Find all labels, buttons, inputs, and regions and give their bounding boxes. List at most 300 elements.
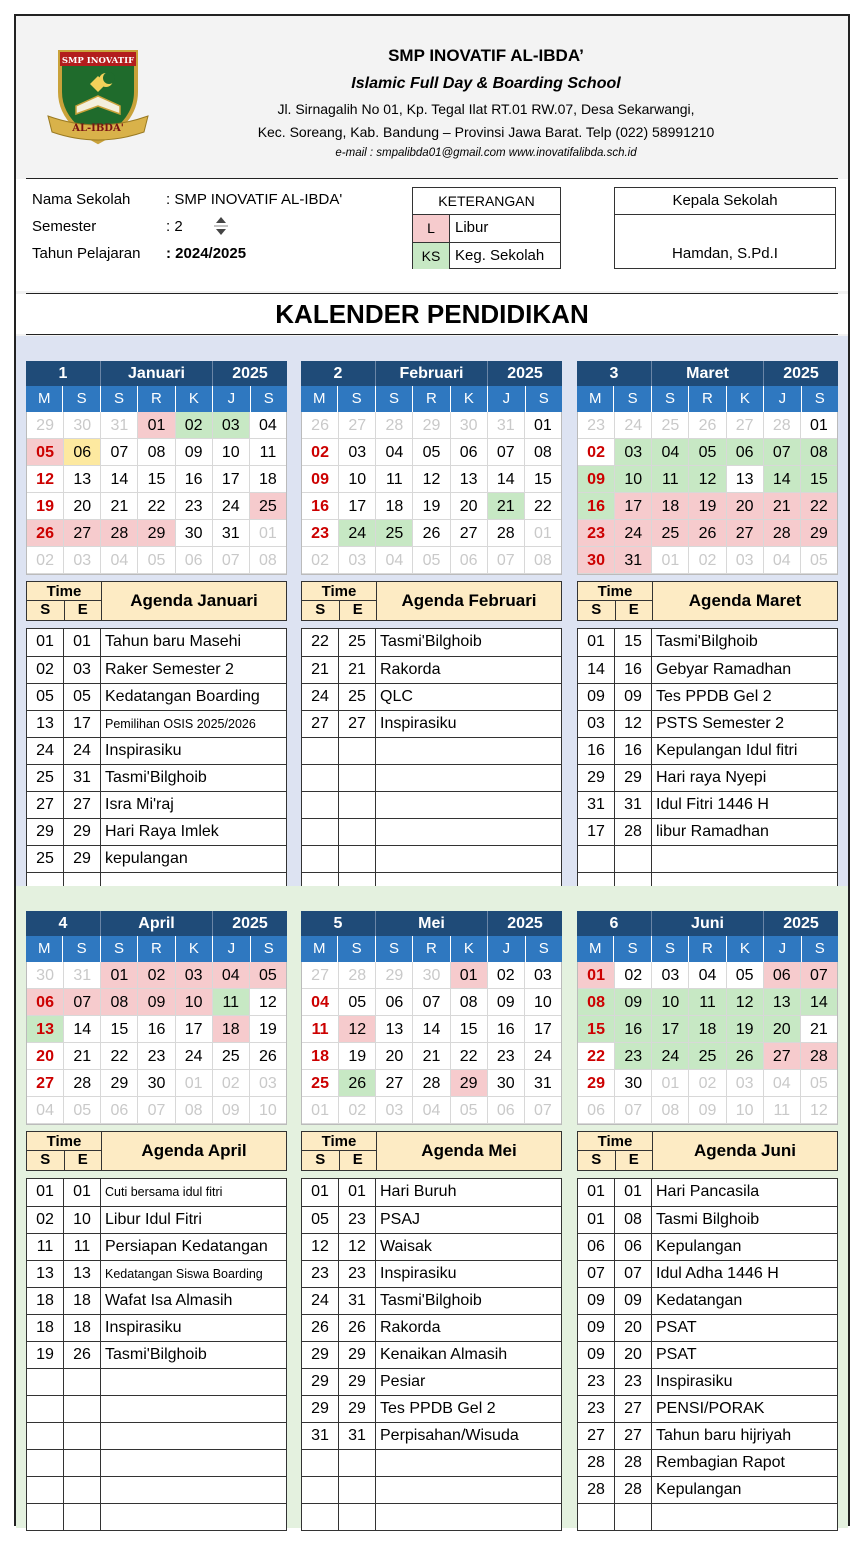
day-cell[interactable]: 30 xyxy=(578,547,615,573)
day-cell[interactable]: 24 xyxy=(339,520,376,546)
day-cell[interactable]: 07 xyxy=(64,989,101,1015)
day-cell[interactable]: 06 xyxy=(451,547,488,573)
day-cell[interactable]: 16 xyxy=(302,493,339,519)
day-cell[interactable]: 13 xyxy=(727,466,764,492)
day-cell[interactable]: 05 xyxy=(810,1075,828,1092)
day-cell[interactable]: 26 xyxy=(339,1070,376,1096)
day-cell[interactable]: 02 xyxy=(689,1070,726,1096)
day-cell[interactable]: 03 xyxy=(339,439,376,465)
agenda-row xyxy=(27,1206,286,1233)
agenda-text: Pesiar xyxy=(380,1373,426,1390)
day-cell[interactable]: 28 xyxy=(376,412,413,438)
day-cell[interactable]: 19 xyxy=(727,1016,764,1042)
day-cell[interactable]: 26 xyxy=(727,1043,764,1069)
day-cell[interactable]: 06 xyxy=(176,547,213,573)
day-cell[interactable]: 19 xyxy=(339,1043,376,1069)
day-cell[interactable]: 07 xyxy=(488,439,525,465)
day-cell[interactable]: 15 xyxy=(578,1016,615,1042)
week-row xyxy=(578,439,837,466)
day-cell[interactable]: 16 xyxy=(578,493,615,519)
day-cell[interactable]: 10 xyxy=(727,1097,764,1123)
day-cell[interactable]: 01 xyxy=(259,525,277,542)
day-cell[interactable]: 06 xyxy=(376,989,413,1015)
day-cell[interactable]: 08 xyxy=(176,1097,213,1123)
agenda-end xyxy=(615,1504,652,1530)
day-cell[interactable]: 11 xyxy=(259,444,277,461)
day-cell[interactable]: 21 xyxy=(413,1043,450,1069)
day-cell[interactable]: 07 xyxy=(534,1102,552,1119)
weekday-label: J xyxy=(213,936,250,962)
day-cell[interactable]: 12 xyxy=(727,989,764,1015)
day-cell[interactable]: 09 xyxy=(138,989,175,1015)
day-cell[interactable]: 14 xyxy=(413,1016,450,1042)
day-cell[interactable]: 24 xyxy=(213,493,250,519)
day-cell[interactable]: 22 xyxy=(801,493,837,519)
weekday-row xyxy=(577,936,838,962)
day-cell[interactable]: 01 xyxy=(652,1070,689,1096)
day-cell[interactable]: 27 xyxy=(376,1070,413,1096)
agenda-end: 03 xyxy=(64,657,101,683)
agenda-time-header xyxy=(578,1132,653,1170)
day-cell[interactable]: 12 xyxy=(689,466,726,492)
day-cell[interactable]: 15 xyxy=(801,466,837,492)
day-cell[interactable]: 27 xyxy=(727,520,764,546)
day-cell[interactable]: 18 xyxy=(302,1043,339,1069)
day-cell[interactable]: 08 xyxy=(534,444,552,461)
day-cell[interactable]: 28 xyxy=(764,412,801,438)
day-cell[interactable]: 22 xyxy=(138,493,175,519)
day-cell[interactable]: 09 xyxy=(615,989,652,1015)
agenda-text: Kepulangan Idul fitri xyxy=(656,742,798,759)
day-cell[interactable]: 11 xyxy=(689,989,726,1015)
day-cell[interactable]: 14 xyxy=(801,989,837,1015)
day-cell[interactable]: 07 xyxy=(615,1097,652,1123)
day-cell[interactable]: 08 xyxy=(578,989,615,1015)
day-cell[interactable]: 28 xyxy=(339,962,376,988)
day-cell[interactable]: 06 xyxy=(488,1097,525,1123)
day-cell[interactable]: 13 xyxy=(451,466,488,492)
day-cell[interactable]: 21 xyxy=(810,1021,828,1038)
day-cell[interactable]: 11 xyxy=(376,466,413,492)
day-cell[interactable]: 02 xyxy=(615,962,652,988)
day-cell[interactable]: 17 xyxy=(652,1016,689,1042)
day-cell[interactable]: 30 xyxy=(615,1070,652,1096)
day-cell[interactable]: 25 xyxy=(689,1043,726,1069)
day-cell[interactable]: 04 xyxy=(259,417,277,434)
day-cell[interactable]: 24 xyxy=(534,1048,552,1065)
day-cell[interactable]: 28 xyxy=(64,1070,101,1096)
day-cell[interactable]: 25 xyxy=(302,1070,339,1096)
day-cell[interactable]: 13 xyxy=(764,989,801,1015)
day-cell[interactable]: 30 xyxy=(138,1070,175,1096)
agenda-end: 16 xyxy=(615,657,652,683)
day-cell[interactable]: 22 xyxy=(101,1043,138,1069)
weekday-label: R xyxy=(689,936,726,962)
day-cell[interactable]: 02 xyxy=(213,1070,250,1096)
day-cell[interactable]: 08 xyxy=(652,1097,689,1123)
day-cell[interactable]: 30 xyxy=(451,412,488,438)
day-cell[interactable]: 05 xyxy=(727,962,764,988)
agenda-start: 27 xyxy=(27,792,64,818)
day-cell[interactable]: 23 xyxy=(578,412,615,438)
day-cell[interactable]: 11 xyxy=(764,1097,801,1123)
weekday-label: J xyxy=(764,386,801,412)
day-cell[interactable]: 05 xyxy=(250,962,286,988)
day-cell[interactable]: 05 xyxy=(27,439,64,465)
day-cell[interactable]: 24 xyxy=(615,520,652,546)
day-cell[interactable]: 10 xyxy=(176,989,213,1015)
semester-value: : 2 xyxy=(166,218,183,235)
agenda-time-header xyxy=(578,582,653,620)
day-cell[interactable]: 24 xyxy=(615,412,652,438)
agenda-end: 05 xyxy=(64,684,101,710)
day-cell[interactable]: 29 xyxy=(578,1070,615,1096)
day-cell[interactable]: 12 xyxy=(27,466,64,492)
day-cell[interactable]: 20 xyxy=(376,1043,413,1069)
day-cell[interactable]: 18 xyxy=(213,1016,250,1042)
day-cell[interactable]: 10 xyxy=(259,1102,277,1119)
day-cell[interactable]: 18 xyxy=(652,493,689,519)
day-cell[interactable]: 03 xyxy=(652,962,689,988)
day-cell[interactable]: 03 xyxy=(64,547,101,573)
day-cell[interactable]: 08 xyxy=(138,439,175,465)
start-label: S xyxy=(302,1151,340,1170)
day-cell[interactable]: 30 xyxy=(64,412,101,438)
day-cell[interactable]: 29 xyxy=(138,520,175,546)
day-cell[interactable]: 22 xyxy=(451,1043,488,1069)
day-cell[interactable]: 14 xyxy=(64,1016,101,1042)
day-cell[interactable]: 04 xyxy=(652,439,689,465)
agenda-start xyxy=(27,1396,64,1422)
day-cell[interactable]: 02 xyxy=(578,439,615,465)
day-cell[interactable]: 04 xyxy=(376,547,413,573)
day-cell[interactable]: 19 xyxy=(259,1021,277,1038)
day-cell[interactable]: 14 xyxy=(488,466,525,492)
day-cell[interactable]: 04 xyxy=(101,547,138,573)
day-cell[interactable]: 24 xyxy=(176,1043,213,1069)
day-cell[interactable]: 04 xyxy=(376,439,413,465)
day-cell[interactable]: 25 xyxy=(250,493,286,519)
agenda-start: 09 xyxy=(578,1315,615,1341)
day-cell[interactable]: 17 xyxy=(534,1021,552,1038)
day-cell[interactable]: 10 xyxy=(652,989,689,1015)
day-cell[interactable]: 01 xyxy=(176,1070,213,1096)
day-cell[interactable]: 06 xyxy=(764,962,801,988)
day-cell[interactable]: 10 xyxy=(339,466,376,492)
day-cell[interactable]: 28 xyxy=(101,520,138,546)
week-row xyxy=(27,1070,286,1097)
day-cell[interactable]: 03 xyxy=(376,1097,413,1123)
day-cell[interactable]: 31 xyxy=(64,962,101,988)
day-cell[interactable]: 09 xyxy=(689,1097,726,1123)
day-cell[interactable]: 08 xyxy=(259,552,277,569)
agenda-end: 31 xyxy=(64,765,101,791)
day-cell[interactable]: 19 xyxy=(27,493,64,519)
day-cell[interactable]: 02 xyxy=(302,439,339,465)
day-cell[interactable]: 24 xyxy=(652,1043,689,1069)
day-cell[interactable]: 07 xyxy=(764,439,801,465)
day-cell[interactable]: 03 xyxy=(727,1070,764,1096)
day-cell[interactable]: 20 xyxy=(764,1016,801,1042)
day-cell[interactable]: 27 xyxy=(339,412,376,438)
weekday-label: M xyxy=(301,936,338,962)
day-cell[interactable]: 27 xyxy=(64,520,101,546)
day-cell[interactable]: 10 xyxy=(534,994,552,1011)
day-cell[interactable]: 03 xyxy=(534,967,552,984)
day-cell[interactable]: 30 xyxy=(176,520,213,546)
day-cell[interactable]: 02 xyxy=(302,547,339,573)
day-cell[interactable]: 06 xyxy=(727,439,764,465)
day-cell[interactable]: 05 xyxy=(451,1097,488,1123)
agenda-text xyxy=(376,738,561,764)
day-cell[interactable]: 07 xyxy=(413,989,450,1015)
weekday-label: M xyxy=(577,386,614,412)
agenda-text: Tasmi'Bilghoib xyxy=(105,1346,207,1363)
day-cell[interactable]: 27 xyxy=(302,962,339,988)
day-cell[interactable]: 20 xyxy=(451,493,488,519)
day-cell[interactable]: 06 xyxy=(578,1097,615,1123)
weekday-label: R xyxy=(413,386,450,412)
day-cell[interactable]: 08 xyxy=(801,439,837,465)
day-cell[interactable]: 01 xyxy=(138,412,175,438)
day-cell[interactable]: 22 xyxy=(578,1043,615,1069)
day-cell[interactable]: 01 xyxy=(810,417,828,434)
day-cell[interactable]: 26 xyxy=(413,520,450,546)
day-cell[interactable]: 03 xyxy=(259,1075,277,1092)
agenda-text: Hari Raya Imlek xyxy=(105,823,219,840)
month-block-januari xyxy=(26,361,287,900)
day-cell[interactable]: 07 xyxy=(213,547,250,573)
day-cell[interactable]: 04 xyxy=(302,989,339,1015)
day-cell[interactable]: 31 xyxy=(213,520,250,546)
day-cell[interactable]: 28 xyxy=(413,1070,450,1096)
day-cell[interactable]: 14 xyxy=(101,466,138,492)
day-cell[interactable]: 05 xyxy=(689,439,726,465)
day-cell[interactable]: 12 xyxy=(413,466,450,492)
day-cell[interactable]: 09 xyxy=(176,439,213,465)
day-cell[interactable]: 03 xyxy=(615,439,652,465)
agenda-end xyxy=(339,846,376,872)
day-cell[interactable]: 06 xyxy=(451,439,488,465)
day-cell[interactable]: 01 xyxy=(101,962,138,988)
weekday-label: J xyxy=(764,936,801,962)
day-cell[interactable]: 23 xyxy=(138,1043,175,1069)
day-cell[interactable]: 12 xyxy=(339,1016,376,1042)
day-cell[interactable]: 26 xyxy=(259,1048,277,1065)
day-cell[interactable]: 23 xyxy=(302,520,339,546)
day-cell[interactable]: 07 xyxy=(801,962,837,988)
day-cell[interactable]: 02 xyxy=(176,412,213,438)
day-cell[interactable]: 04 xyxy=(764,547,801,573)
day-cell[interactable]: 02 xyxy=(138,962,175,988)
day-cell[interactable]: 02 xyxy=(339,1097,376,1123)
day-cell[interactable]: 01 xyxy=(578,962,615,988)
day-cell[interactable]: 26 xyxy=(689,412,726,438)
day-cell[interactable]: 25 xyxy=(652,412,689,438)
day-cell[interactable]: 27 xyxy=(764,1043,801,1069)
day-cell[interactable]: 17 xyxy=(176,1016,213,1042)
day-cell[interactable]: 18 xyxy=(376,493,413,519)
month-header xyxy=(301,911,562,936)
day-cell[interactable]: 05 xyxy=(810,552,828,569)
day-cell[interactable]: 04 xyxy=(689,962,726,988)
day-cell[interactable]: 23 xyxy=(176,493,213,519)
day-cell[interactable]: 04 xyxy=(413,1097,450,1123)
day-cell[interactable]: 09 xyxy=(488,989,525,1015)
day-cell[interactable]: 30 xyxy=(413,962,450,988)
day-cell[interactable]: 25 xyxy=(213,1043,250,1069)
day-cell[interactable]: 21 xyxy=(101,493,138,519)
day-cell[interactable]: 13 xyxy=(64,466,101,492)
day-cell[interactable]: 16 xyxy=(615,1016,652,1042)
day-cell[interactable]: 11 xyxy=(302,1016,339,1042)
day-cell[interactable]: 17 xyxy=(213,466,250,492)
day-cell[interactable]: 30 xyxy=(27,962,64,988)
day-cell[interactable]: 20 xyxy=(27,1043,64,1069)
day-cell[interactable]: 06 xyxy=(27,989,64,1015)
day-cell[interactable]: 23 xyxy=(578,520,615,546)
day-cell[interactable]: 15 xyxy=(451,1016,488,1042)
day-cell[interactable]: 26 xyxy=(689,520,726,546)
day-cell[interactable]: 29 xyxy=(413,412,450,438)
day-cell[interactable]: 19 xyxy=(689,493,726,519)
day-cell[interactable]: 04 xyxy=(27,1097,64,1123)
day-cell[interactable]: 15 xyxy=(138,466,175,492)
day-cell[interactable]: 05 xyxy=(138,547,175,573)
day-cell[interactable]: 20 xyxy=(64,493,101,519)
agenda-row xyxy=(302,1503,561,1530)
day-cell[interactable]: 29 xyxy=(101,1070,138,1096)
day-cell[interactable]: 31 xyxy=(101,412,138,438)
day-cell[interactable]: 14 xyxy=(764,466,801,492)
day-cell[interactable]: 29 xyxy=(27,412,64,438)
day-cell[interactable]: 22 xyxy=(534,498,552,515)
day-cell[interactable]: 08 xyxy=(451,989,488,1015)
day-cell[interactable]: 23 xyxy=(615,1043,652,1069)
day-cell[interactable]: 29 xyxy=(376,962,413,988)
day-cell[interactable]: 18 xyxy=(689,1016,726,1042)
day-cell[interactable]: 15 xyxy=(534,471,552,488)
semester-spinner-icon[interactable] xyxy=(214,215,228,237)
day-cell[interactable]: 09 xyxy=(302,466,339,492)
day-cell[interactable]: 05 xyxy=(339,989,376,1015)
day-cell[interactable]: 01 xyxy=(534,417,552,434)
day-cell[interactable]: 02 xyxy=(488,962,525,988)
day-cell[interactable]: 07 xyxy=(101,439,138,465)
day-cell[interactable]: 21 xyxy=(764,493,801,519)
day-cell[interactable]: 10 xyxy=(213,439,250,465)
agenda-text: Idul Adha 1446 H xyxy=(656,1265,779,1282)
day-cell[interactable]: 27 xyxy=(727,412,764,438)
day-cell[interactable]: 12 xyxy=(259,994,277,1011)
day-cell[interactable]: 01 xyxy=(302,1097,339,1123)
weekday-label: S xyxy=(376,386,413,412)
day-cell[interactable]: 29 xyxy=(451,1070,488,1096)
day-cell[interactable]: 03 xyxy=(213,412,250,438)
agenda-text xyxy=(376,792,561,818)
day-cell[interactable]: 05 xyxy=(413,439,450,465)
day-cell[interactable]: 25 xyxy=(376,520,413,546)
day-cell[interactable]: 13 xyxy=(27,1016,64,1042)
day-cell[interactable]: 13 xyxy=(376,1016,413,1042)
weekday-label: S xyxy=(614,386,651,412)
day-cell[interactable]: 09 xyxy=(578,466,615,492)
day-cell[interactable]: 31 xyxy=(534,1075,552,1092)
day-cell[interactable]: 01 xyxy=(652,547,689,573)
day-cell[interactable]: 27 xyxy=(27,1070,64,1096)
start-label: S xyxy=(578,1151,616,1170)
day-cell[interactable]: 11 xyxy=(213,989,250,1015)
day-cell[interactable]: 03 xyxy=(727,547,764,573)
day-cell[interactable]: 21 xyxy=(64,1043,101,1069)
day-cell[interactable]: 28 xyxy=(801,1043,837,1069)
day-cell[interactable]: 27 xyxy=(451,520,488,546)
day-cell[interactable]: 05 xyxy=(413,547,450,573)
day-cell[interactable]: 31 xyxy=(615,547,652,573)
day-cell[interactable]: 02 xyxy=(689,547,726,573)
day-cell[interactable]: 07 xyxy=(488,547,525,573)
day-cell[interactable]: 18 xyxy=(259,471,277,488)
libur-label: Libur xyxy=(455,219,489,236)
day-cell[interactable]: 11 xyxy=(652,466,689,492)
day-cell[interactable]: 29 xyxy=(801,520,837,546)
day-cell[interactable]: 02 xyxy=(27,547,64,573)
agenda-start: 31 xyxy=(302,1423,339,1449)
day-cell[interactable]: 19 xyxy=(413,493,450,519)
day-cell[interactable]: 07 xyxy=(138,1097,175,1123)
agenda-row xyxy=(27,791,286,818)
week-row xyxy=(302,466,561,493)
day-cell[interactable]: 06 xyxy=(64,439,101,465)
day-cell[interactable]: 09 xyxy=(213,1097,250,1123)
day-cell[interactable]: 04 xyxy=(213,962,250,988)
day-cell[interactable]: 06 xyxy=(101,1097,138,1123)
day-cell[interactable]: 26 xyxy=(27,520,64,546)
school-info xyxy=(16,179,848,291)
day-cell[interactable]: 04 xyxy=(764,1070,801,1096)
day-cell[interactable]: 16 xyxy=(488,1016,525,1042)
weekday-label: S xyxy=(63,936,100,962)
day-cell[interactable]: 25 xyxy=(652,520,689,546)
day-cell[interactable]: 17 xyxy=(615,493,652,519)
day-cell[interactable]: 05 xyxy=(64,1097,101,1123)
day-cell[interactable]: 31 xyxy=(488,412,525,438)
day-cell[interactable]: 20 xyxy=(727,493,764,519)
day-cell[interactable]: 30 xyxy=(488,1070,525,1096)
day-cell[interactable]: 01 xyxy=(451,962,488,988)
svg-text:AL-IBDA': AL-IBDA' xyxy=(72,123,124,134)
day-cell[interactable]: 21 xyxy=(488,493,525,519)
day-cell[interactable]: 28 xyxy=(488,520,525,546)
day-cell[interactable]: 17 xyxy=(339,493,376,519)
day-cell[interactable]: 08 xyxy=(534,552,552,569)
day-cell[interactable]: 10 xyxy=(615,466,652,492)
day-cell[interactable]: 28 xyxy=(764,520,801,546)
start-label: S xyxy=(27,1151,65,1170)
day-cell[interactable]: 03 xyxy=(339,547,376,573)
day-cell[interactable]: 15 xyxy=(101,1016,138,1042)
day-cell[interactable]: 03 xyxy=(176,962,213,988)
day-cell[interactable]: 16 xyxy=(138,1016,175,1042)
day-cell[interactable]: 08 xyxy=(101,989,138,1015)
day-cell[interactable]: 23 xyxy=(488,1043,525,1069)
day-cell[interactable]: 16 xyxy=(176,466,213,492)
address-line-1: Jl. Sirnagalih No 01, Kp. Tegal Ilat RT.01 RW.07, Desa Sekarwangi, xyxy=(277,101,695,117)
day-cell[interactable]: 26 xyxy=(302,412,339,438)
day-cell[interactable]: 01 xyxy=(534,525,552,542)
day-cell[interactable]: 12 xyxy=(810,1102,828,1119)
agenda-end xyxy=(339,1477,376,1503)
